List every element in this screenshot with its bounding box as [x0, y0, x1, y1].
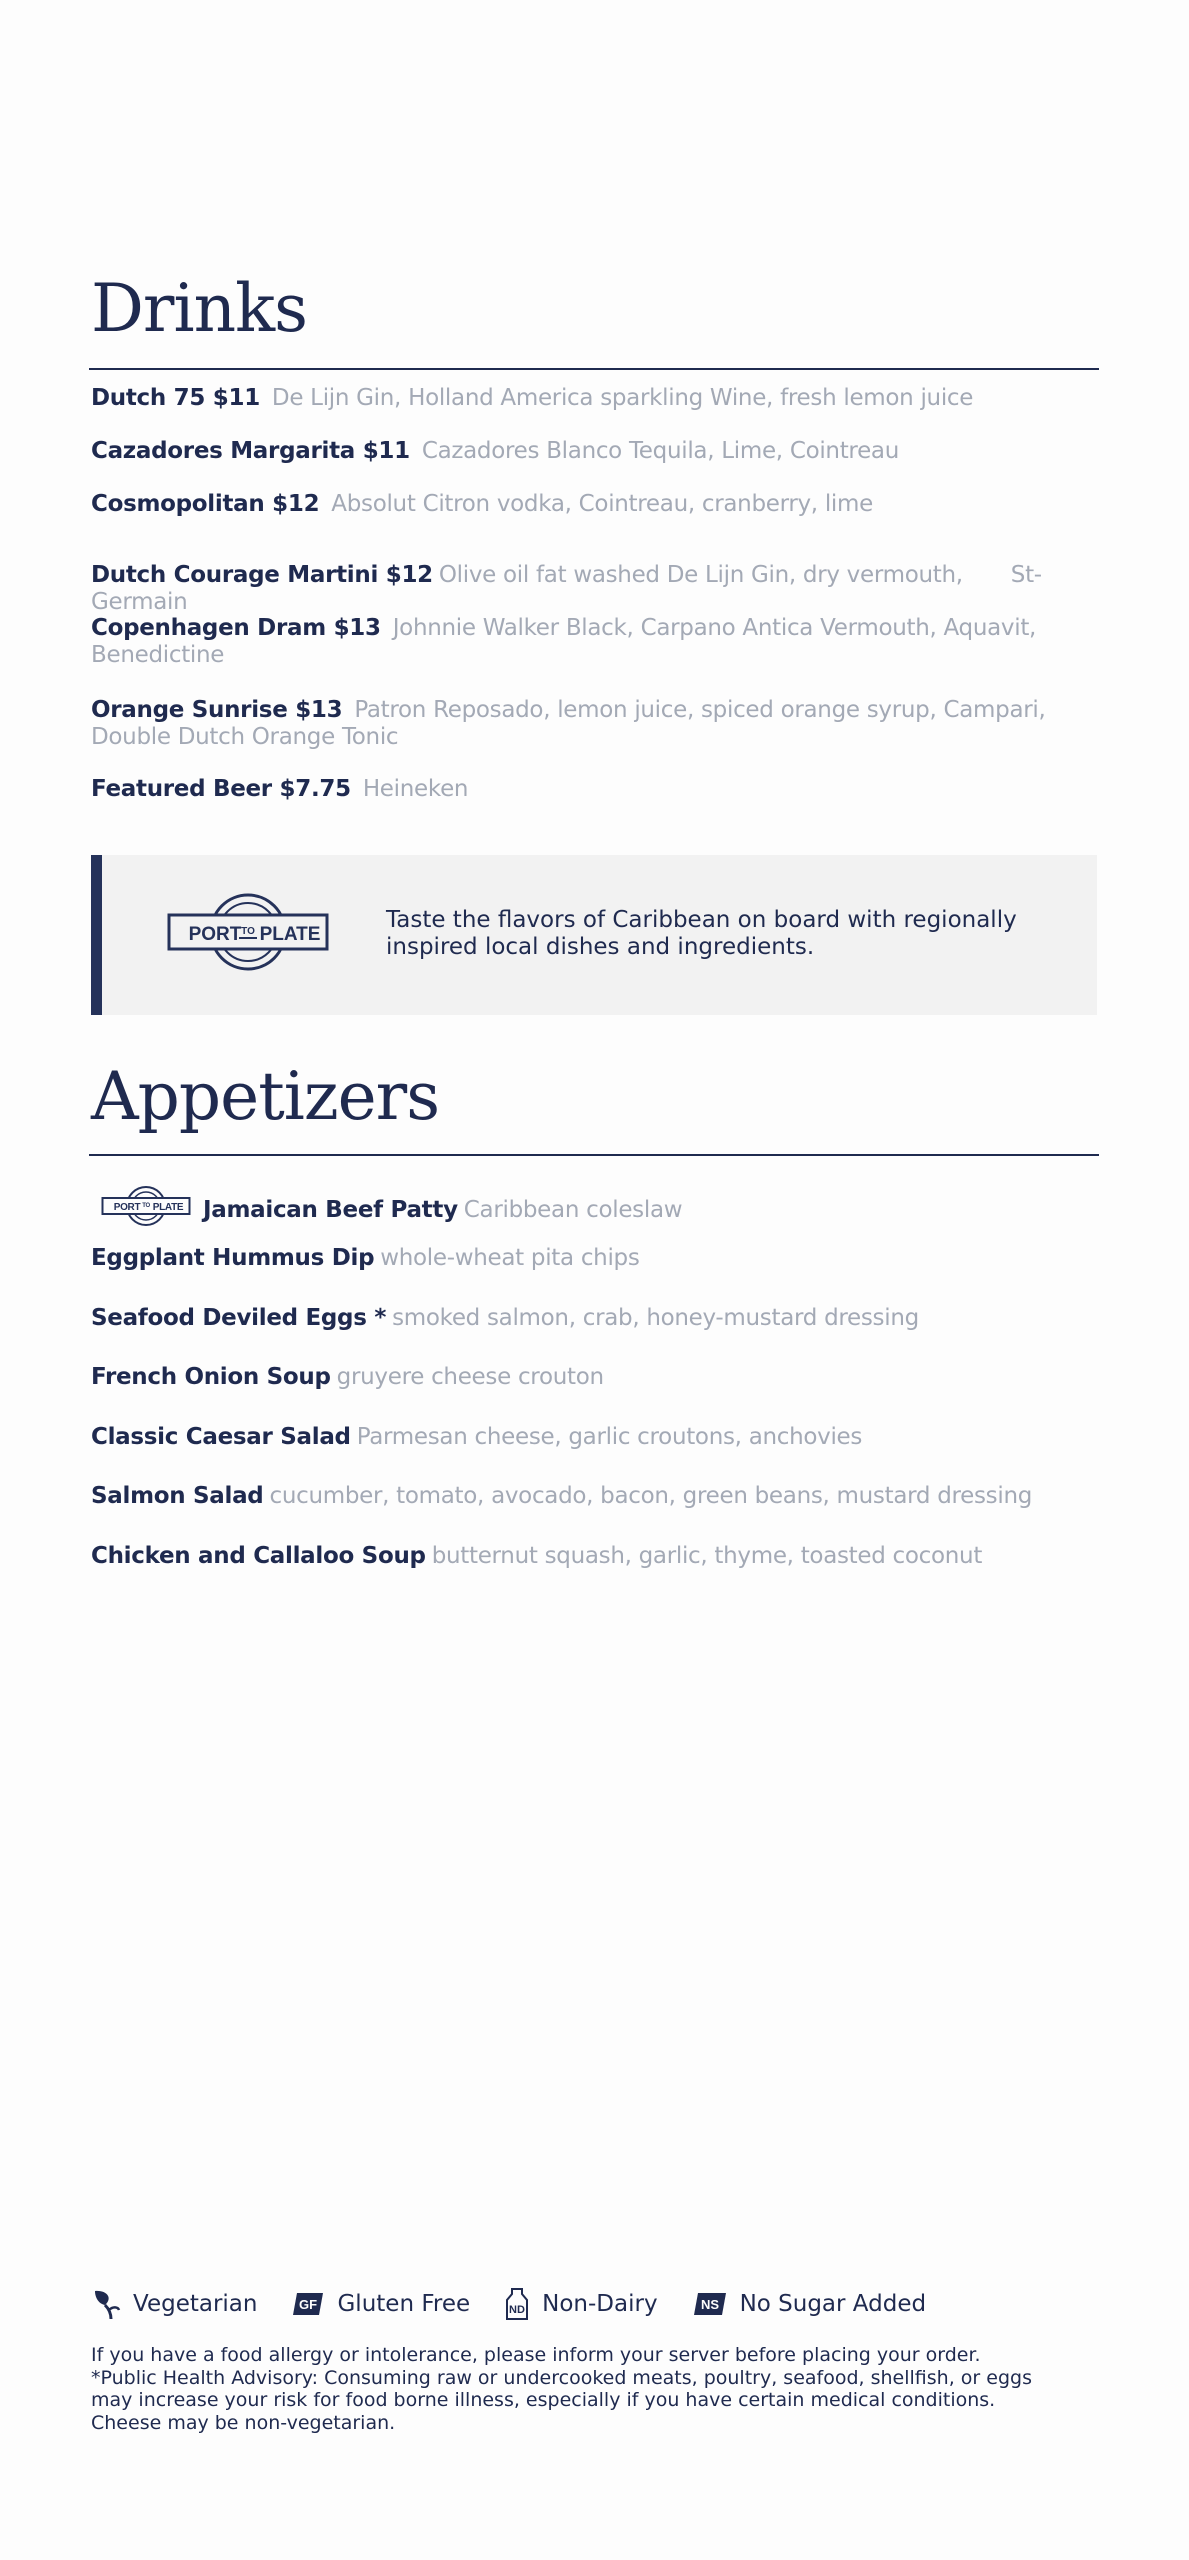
non-dairy-icon — [504, 2287, 530, 2321]
drinks-heading: Drinks — [91, 270, 307, 347]
drink-item — [91, 776, 1101, 803]
drink-name: Cazadores Margarita $11 — [91, 438, 410, 464]
appetizers-heading: Appetizers — [91, 1058, 440, 1135]
port-to-plate-logo — [167, 891, 329, 977]
drink-description: Patron Reposado, lemon juice, spiced orange syrup, Campari, Double Dutch Orange Tonic — [91, 697, 1046, 750]
svg-text:PORT: PORT — [188, 924, 242, 945]
drink-description: Cazadores Blanco Tequila, Lime, Cointreau — [421, 438, 900, 464]
drink-description: Johnnie Walker Black, Carpano Antica Vermouth, Aquavit, Benedictine — [91, 615, 1037, 668]
svg-text:PLATE: PLATE — [152, 1202, 184, 1213]
svg-text:NS: NS — [700, 2297, 719, 2312]
appetizer-name: French Onion Soup — [91, 1364, 331, 1390]
drink-item — [91, 697, 1101, 751]
drink-name: Copenhagen Dram $13 — [91, 615, 381, 641]
drink-name: Dutch Courage Martini $12 — [91, 562, 433, 588]
drink-description: Heineken — [362, 776, 469, 802]
drink-item — [91, 615, 1101, 669]
banner-text: Taste the flavors of Caribbean on board with regionally inspired local dishes and ingredients. — [386, 907, 1017, 960]
appetizer-description: butternut squash, garlic, thyme, toasted coconut — [431, 1543, 983, 1569]
appetizers-divider — [89, 1154, 1099, 1156]
drink-name: Cosmopolitan $12 — [91, 491, 320, 517]
port-to-plate-banner — [91, 855, 1097, 1015]
legend-non-dairy — [504, 2287, 657, 2321]
drinks-divider — [89, 368, 1099, 370]
appetizer-name: Eggplant Hummus Dip — [91, 1245, 375, 1271]
svg-text:PORT: PORT — [113, 1202, 141, 1213]
appetizer-name: Chicken and Callaloo Soup — [91, 1543, 426, 1569]
drink-name: Orange Sunrise $13 — [91, 697, 343, 723]
dietary-legend — [91, 2287, 960, 2321]
appetizer-item — [91, 1185, 1101, 1234]
gluten-free-icon — [291, 2291, 325, 2317]
legend-label: Gluten Free — [337, 2291, 471, 2317]
drink-description: Olive oil fat washed De Lijn Gin, dry vermouth, — [438, 562, 963, 588]
appetizer-item — [91, 1305, 1101, 1332]
legend-gluten-free — [291, 2291, 470, 2317]
appetizer-description: Parmesan cheese, garlic croutons, anchovies — [356, 1424, 863, 1450]
allergy-advisory: If you have a food allergy or intolerance, please inform your server before placing your order. *Public Health Advisory: Consuming raw or undercooked meats, poultry, seafood, shellfish, or eggs may increase your risk for food borne illness, especially if you have certain medical conditions. Cheese may be non-vegetarian. — [91, 2344, 1032, 2434]
legend-label: Non-Dairy — [542, 2291, 658, 2317]
legend-label: No Sugar Added — [739, 2291, 927, 2317]
appetizer-name: Classic Caesar Salad — [91, 1424, 351, 1450]
drink-item — [91, 385, 1101, 412]
vegetarian-leaf-icon — [91, 2288, 121, 2320]
appetizer-item — [91, 1543, 1101, 1570]
svg-text:TO: TO — [241, 926, 255, 937]
drink-item — [91, 438, 1101, 465]
appetizer-item — [91, 1483, 1101, 1510]
appetizer-name: Seafood Deviled Eggs * — [91, 1305, 387, 1331]
appetizer-name: Salmon Salad — [91, 1483, 264, 1509]
svg-text:ND: ND — [509, 2304, 526, 2316]
drink-description: Absolut Citron vodka, Cointreau, cranberry, lime — [331, 491, 873, 517]
drink-description: De Lijn Gin, Holland America sparkling Wine, fresh lemon juice — [271, 385, 974, 411]
no-sugar-added-icon — [692, 2291, 728, 2317]
drink-item — [91, 562, 1101, 616]
drink-item — [91, 491, 1101, 518]
port-to-plate-icon — [101, 1185, 191, 1234]
appetizer-item — [91, 1245, 1101, 1272]
legend-no-sugar-added — [692, 2291, 927, 2317]
appetizer-description: whole-wheat pita chips — [380, 1245, 640, 1271]
appetizer-description: Caribbean coleslaw — [463, 1197, 683, 1223]
svg-text:PLATE: PLATE — [259, 924, 321, 945]
appetizer-description: cucumber, tomato, avocado, bacon, green beans, mustard dressing — [269, 1483, 1033, 1509]
svg-text:TO: TO — [142, 1203, 150, 1209]
appetizer-item — [91, 1424, 1101, 1451]
legend-label: Vegetarian — [133, 2291, 258, 2317]
drink-description-extra: St-Germain — [91, 562, 1042, 615]
drink-name: Featured Beer $7.75 — [91, 776, 351, 802]
appetizer-description: smoked salmon, crab, honey-mustard dressing — [392, 1305, 919, 1331]
drink-name: Dutch 75 $11 — [91, 385, 260, 411]
svg-text:GF: GF — [299, 2297, 318, 2312]
appetizer-item — [91, 1364, 1101, 1391]
legend-vegetarian — [91, 2288, 257, 2320]
appetizer-name: Jamaican Beef Patty — [203, 1197, 458, 1223]
appetizer-description: gruyere cheese crouton — [336, 1364, 604, 1390]
